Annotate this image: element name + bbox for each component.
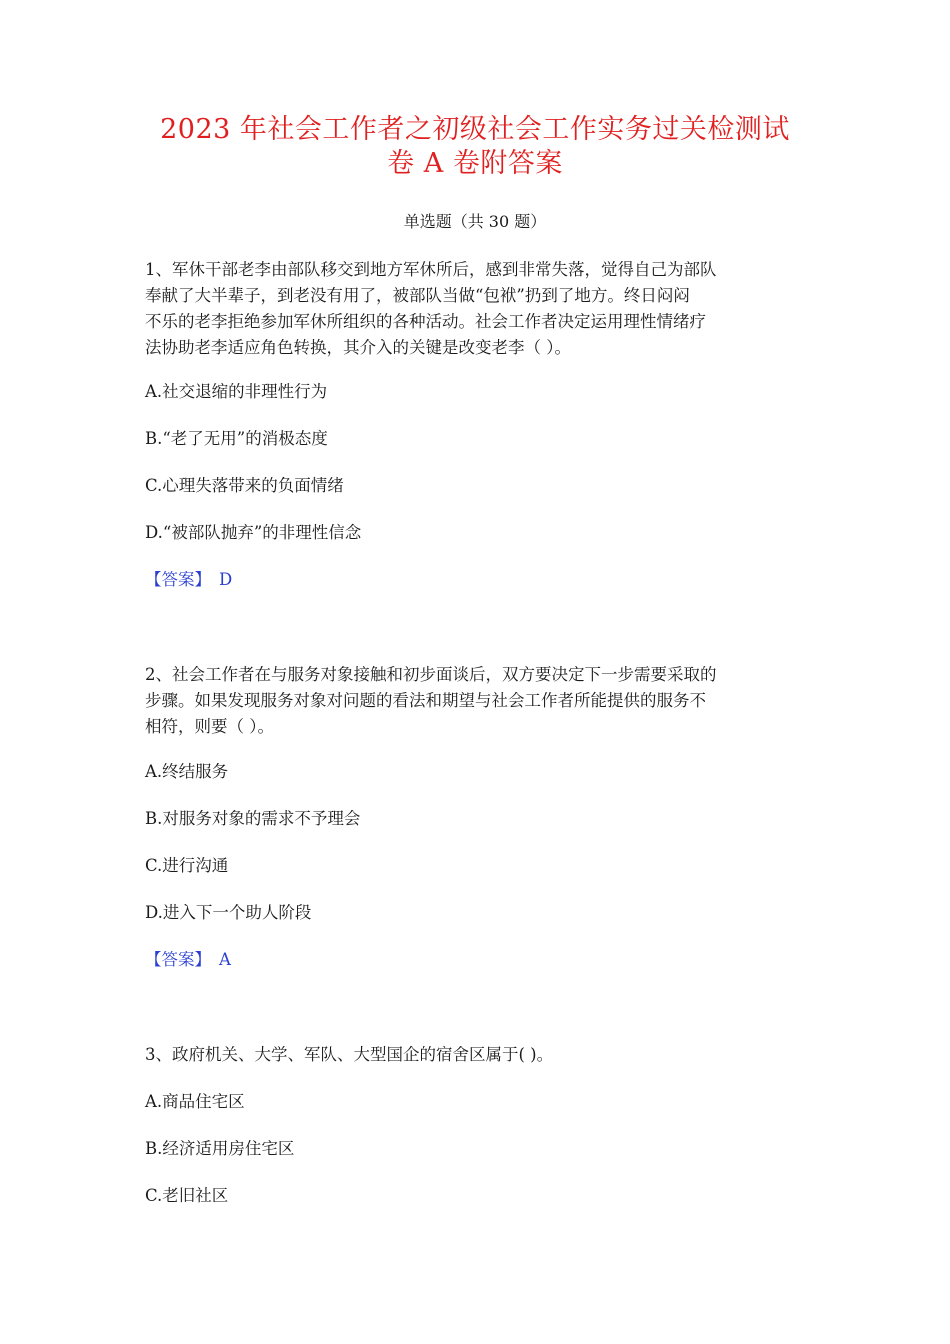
question-1-option-c: C.心理失落带来的负面情绪 (145, 476, 344, 495)
question-3-option-b: B.经济适用房住宅区 (145, 1139, 295, 1158)
question-2-stem-line: 2、社会工作者在与服务对象接触和初步面谈后，双方要决定下一步需要采取的 (145, 665, 717, 684)
answer-value: A (219, 950, 231, 969)
answer-label: 【答案】 (145, 570, 211, 589)
question-2-option-d: D.进入下一个助人阶段 (145, 903, 312, 922)
question-2-stem-line: 相符，则要（ ）。 (145, 717, 274, 736)
question-1-stem-line: 1、军休干部老李由部队移交到地方军休所后，感到非常失落，觉得自己为部队 (145, 260, 717, 279)
answer-label: 【答案】 (145, 950, 211, 969)
section-heading: 单选题（共 30 题） (403, 212, 547, 231)
document-title-line-2: 卷 A 卷附答案 (387, 148, 563, 179)
question-2-answer (145, 948, 231, 972)
question-3-option-c: C.老旧社区 (145, 1186, 229, 1205)
question-2-option-b: B.对服务对象的需求不予理会 (145, 809, 361, 828)
question-3-stem-line: 3、政府机关、大学、军队、大型国企的宿舍区属于( )。 (145, 1045, 554, 1064)
question-2-option-a: A.终结服务 (145, 762, 229, 781)
question-1-option-b: B.“老了无用”的消极态度 (145, 429, 328, 448)
question-2-option-c: C.进行沟通 (145, 856, 229, 875)
document-title-line-1: 2023 年社会工作者之初级社会工作实务过关检测试 (160, 114, 790, 145)
question-2-stem-line: 步骤。如果发现服务对象对问题的看法和期望与社会工作者所能提供的服务不 (145, 691, 706, 710)
question-1-option-a: A.社交退缩的非理性行为 (145, 382, 328, 401)
question-1-stem-line: 奉献了大半辈子，到老没有用了，被部队当做“包袱”扔到了地方。终日闷闷 (145, 286, 690, 305)
question-1-stem-line: 不乐的老李拒绝参加军休所组织的各种活动。社会工作者决定运用理性情绪疗 (145, 312, 706, 331)
question-1-answer (145, 568, 232, 592)
question-3-option-a: A.商品住宅区 (145, 1092, 245, 1111)
question-1-stem-line: 法协助老李适应角色转换，其介入的关键是改变老李（ ）。 (145, 338, 571, 357)
answer-value: D (219, 570, 233, 589)
question-1-option-d: D.“被部队抛弃”的非理性信念 (145, 523, 362, 542)
